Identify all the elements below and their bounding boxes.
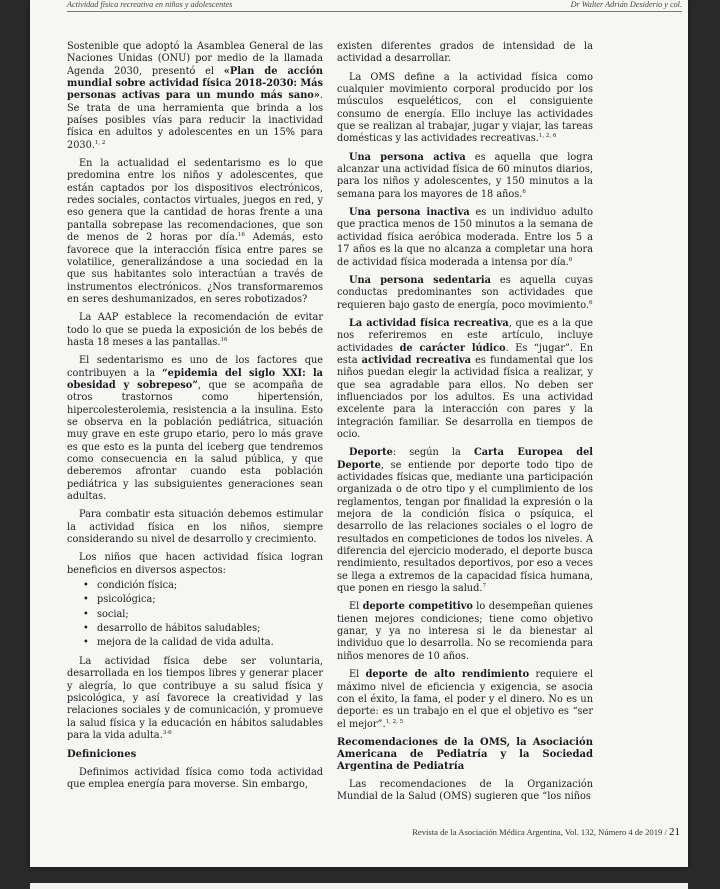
benefits-list [67,579,323,650]
running-header [67,0,682,12]
section-heading-definiciones: Definiciones [67,748,137,760]
header-authors: Dr Walter Adrián Desiderio y col. [570,0,682,9]
paragraph: El deporte de alto rendimiento requiere el máximo nivel de eficiencia y exigencia, se asocia con el éxito, la fama, el poder y el dinero. No es un deporte: es un trabajo en el que el objetivo es “ser el mejor”.$^{1, 2, 5}$ [337,669,594,730]
next-page-edge [30,883,688,889]
page-footer [412,826,680,838]
paragraph: La actividad física debe ser voluntaria, desarrollada en los tiempos libres y generar placer y alegría, lo que contribuye a su salud física y psicológica, y así favorece la creatividad y las relaciones sociales y de comunicación, y promueve la salud física y la educación en hábitos saludables para la vida adulta.$^{3-6}$ [67,656,323,742]
paragraph: Los niños que hacen actividad física logran beneficios en diversos aspectos: [67,552,323,576]
paragraph: La AAP establece la recomendación de evitar todo lo que se pueda la exposición de los bebés de hasta 18 meses a las pantallas.$^{16}$ [67,312,323,348]
paragraph: Una persona activa es aquella que logra alcanzar una actividad física de 60 minutos diarios, para los niños y adolescentes, y 150 minutos a la semana para los mayores de 18 años.$^6$ [337,151,593,200]
list-item: • mejora de la calidad de vida adulta. [67,636,323,650]
header-article-title: Actividad física recreativa en niños y adolescentes [67,0,233,9]
page-number: 21 [669,826,680,838]
paragraph: La OMS define a la actividad física como cualquier movimiento corporal producido por los músculos esqueléticos, con el consiguiente consumo de energía. Ello incluye las actividades que se realizan al trabajar, jugar y viajar, las tareas domésticas y las actividades recreativas.$^{1, 2, 6}$ [337,71,593,145]
paragraph: En la actualidad el sedentarismo es lo que predomina entre los niños y adolescentes, que están captados por los dispositivos electrónicos, redes sociales, contactos virtuales, juegos en red, y eso genera que la cantidad de horas frente a una pantalla sobrepase las recomendaciones, que son de menos de 2 horas por día.$^{16}$ Además, esto favorece que la interacción física entre pares se volatilice, generalizándose a una sociedad en la que sus habitantes solo interactúan a través de instrumentos electrónicos. ¿Nos transformaremos en seres deshumanizados, en seres robotizados? [67,158,323,305]
paragraph: Las recomendaciones de la Organización Mundial de la Salud (OMS) sugieren que “los niños [337,778,593,803]
list-item: • social; [67,608,323,622]
list-item: • desarrollo de hábitos saludables; [67,622,323,636]
paragraph: Para combatir esta situación debemos estimular la actividad física en los niños, siempre considerando su nivel de desarrollo y crecimiento. [67,509,323,546]
paragraph: Sostenible que adoptó la Asamblea General de las Naciones Unidas (ONU) por medio de la llamada Agenda 2030, presentó el «Plan de acción mundial sobre actividad física 2018-2030: Más personas activas para un mundo más sano». Se trata de una herramienta que brinda a los países posibles vías para reducir la inactividad física en adultos y adolescentes en un 15% para 2030.$^{1, 2}$ [67,41,323,151]
paragraph: La actividad física recreativa, que es a la que nos referiremos en este artículo, incluye actividades de carácter lúdico. Es “jugar”. En esta actividad recreativa es fundamental que los niños puedan elegir la actividad física a realizar, y que sea agradable para ellos. No deben ser influenciados por los adultos. Es una actividad excelente para la interacción con pares y la integración familiar. Se desarrolla en tiempos de ocio. [337,317,594,440]
right-column [337,41,593,810]
paragraph: Deporte: según la Carta Europea del Deporte, se entiende por deporte todo tipo de actividades físicas que, mediante una participación organizada o de otro tipo y el cumplimiento de los reglamentos, tengan por finalidad la expresión o la mejora de la condición física o psíquica, el desarrollo de las relaciones sociales o el logro de resultados en competiciones de todos los niveles. A diferencia del ejercicio moderado, el deporte busca rendimiento, resultados deportivos, por eso a veces se llega a extremos de la capacidad física humana, que ponen en riesgo la salud.$^7$ [337,447,593,595]
section-heading-recomendaciones: Recomendaciones de la OMS, la Asociación Americana de Pediatría y la Sociedad Argentina de Pediatría [337,736,593,772]
list-item: • condición física; [67,579,323,593]
paragraph: El deporte competitivo lo desempeñan quienes tienen mejores condiciones; tiene como objetivo ganar, y ya no interesa si le da bienestar al individuo que lo desarrolla. No se recomienda para niños menores de 10 años. [337,601,593,662]
list-item: • psicológica; [67,593,323,607]
footer-journal-citation: Revista de la Asociación Médica Argentina, Vol. 132, Número 4 de 2019 / [412,827,669,837]
paragraph: Definimos actividad física como toda actividad que emplea energía para moverse. Sin embargo, [67,766,323,790]
paragraph: Una persona sedentaria es aquella cuyas conductas predominantes son actividades que requieren bajo gasto de energía, poco movimiento.$^6$ [337,274,593,311]
paragraph: existen diferentes grados de intensidad de la actividad a desarrollar. [337,41,593,65]
paragraph: El sedentarismo es uno de los factores que contribuyen a la “epidemia del siglo XXI: la obesidad y sobrepeso”, que se acompaña de otros trastornos como hipertensión, hipercolesterolemia, resistencia a la insulina. Esto se observa en la población pediátrica, situación muy grave en este grupo etario, pero lo más grave es que esto es la punta del iceberg que tendremos como consecuencia en la salud pública, y que deberemos afrontar cuando esta población pediátrica y las subsiguientes generaciones sean adultas. [67,355,323,503]
left-column [67,41,323,797]
paragraph: Una persona inactiva es un individuo adulto que practica menos de 150 minutos a la semana de actividad física aeróbica moderada. Entre los 5 a 17 años es la que no alcanza a completar una hora de actividad física moderada a intensa por día.$^6$ [337,207,593,268]
